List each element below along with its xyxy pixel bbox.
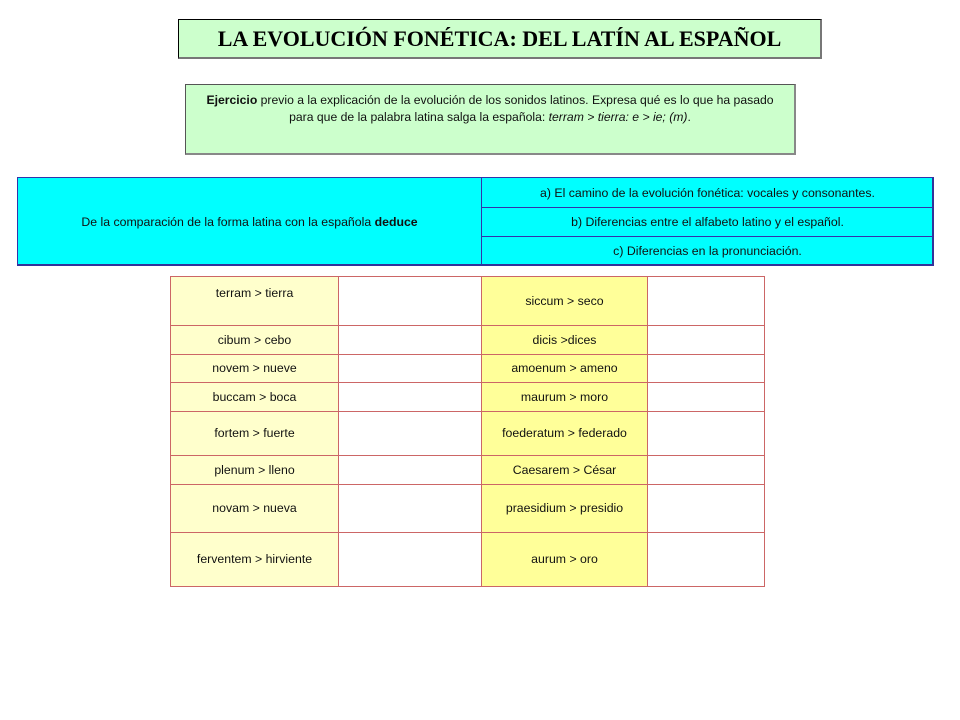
deduce-item-c: c) Diferencias en la pronunciación.	[482, 236, 933, 265]
answer-cell[interactable]	[648, 326, 765, 355]
exercise-instructions	[185, 84, 796, 155]
table-row	[171, 277, 765, 326]
answer-cell[interactable]	[339, 383, 482, 412]
deduce-item-a: a) El camino de la evolución fonética: vocales y consonantes.	[540, 185, 875, 200]
answer-cell[interactable]	[648, 533, 765, 587]
table-row	[171, 326, 765, 355]
exercise-end: .	[687, 110, 691, 124]
word-pair-cell: buccam > boca	[171, 383, 339, 412]
table-row	[171, 533, 765, 587]
word-pair-cell: siccum > seco	[482, 277, 648, 326]
word-pair-cell: terram > tierra	[171, 277, 339, 326]
answer-cell[interactable]	[648, 412, 765, 456]
answer-cell[interactable]	[339, 485, 482, 533]
table-row	[171, 412, 765, 456]
answer-cell[interactable]	[339, 456, 482, 485]
word-pair-cell: maurum > moro	[482, 383, 648, 412]
table-row	[171, 456, 765, 485]
word-pair-cell: novem > nueve	[171, 355, 339, 383]
deduce-box	[17, 177, 934, 266]
answer-cell[interactable]	[339, 533, 482, 587]
word-pair-cell: Caesarem > César	[482, 456, 648, 485]
answer-cell[interactable]	[648, 456, 765, 485]
page-title: LA EVOLUCIÓN FONÉTICA: DEL LATÍN AL ESPAÑOL	[178, 19, 822, 59]
answer-cell[interactable]	[339, 326, 482, 355]
table-row	[171, 355, 765, 383]
word-pair-cell: foederatum > federado	[482, 412, 648, 456]
answer-cell[interactable]	[339, 412, 482, 456]
word-pair-cell: fortem > fuerte	[171, 412, 339, 456]
exercise-label: Ejercicio	[206, 93, 258, 107]
word-pair-cell: dicis >dices	[482, 326, 648, 355]
word-pair-cell: novam > nueva	[171, 485, 339, 533]
deduce-prefix: De la comparación de la forma latina con la española	[81, 214, 372, 229]
words-table	[170, 276, 765, 587]
answer-cell[interactable]	[339, 277, 482, 326]
answer-cell[interactable]	[648, 277, 765, 326]
exercise-example: terram > tierra: e > ie; (m)	[548, 110, 688, 124]
deduce-items	[481, 178, 933, 265]
answer-cell[interactable]	[339, 355, 482, 383]
word-pair-cell: ferventem > hirviente	[171, 533, 339, 587]
answer-cell[interactable]	[648, 383, 765, 412]
word-pair-cell: amoenum > ameno	[482, 355, 648, 383]
table-row	[171, 383, 765, 412]
word-pair-cell: praesidium > presidio	[482, 485, 648, 533]
word-pair-cell: aurum > oro	[482, 533, 648, 587]
exercise-text: previo a la explicación de la evolución de los sonidos latinos. Expresa qué es lo que ha pasado para que de la palabra latina salga la española:	[257, 93, 774, 124]
word-pair-cell: plenum > lleno	[171, 456, 339, 485]
answer-cell[interactable]	[648, 485, 765, 533]
deduce-bold-word: deduce	[374, 214, 418, 229]
answer-cell[interactable]	[648, 355, 765, 383]
table-row	[171, 485, 765, 533]
deduce-item-b: b) Diferencias entre el alfabeto latino y el español.	[482, 207, 933, 236]
deduce-statement	[18, 178, 481, 265]
word-pair-cell: cibum > cebo	[171, 326, 339, 355]
